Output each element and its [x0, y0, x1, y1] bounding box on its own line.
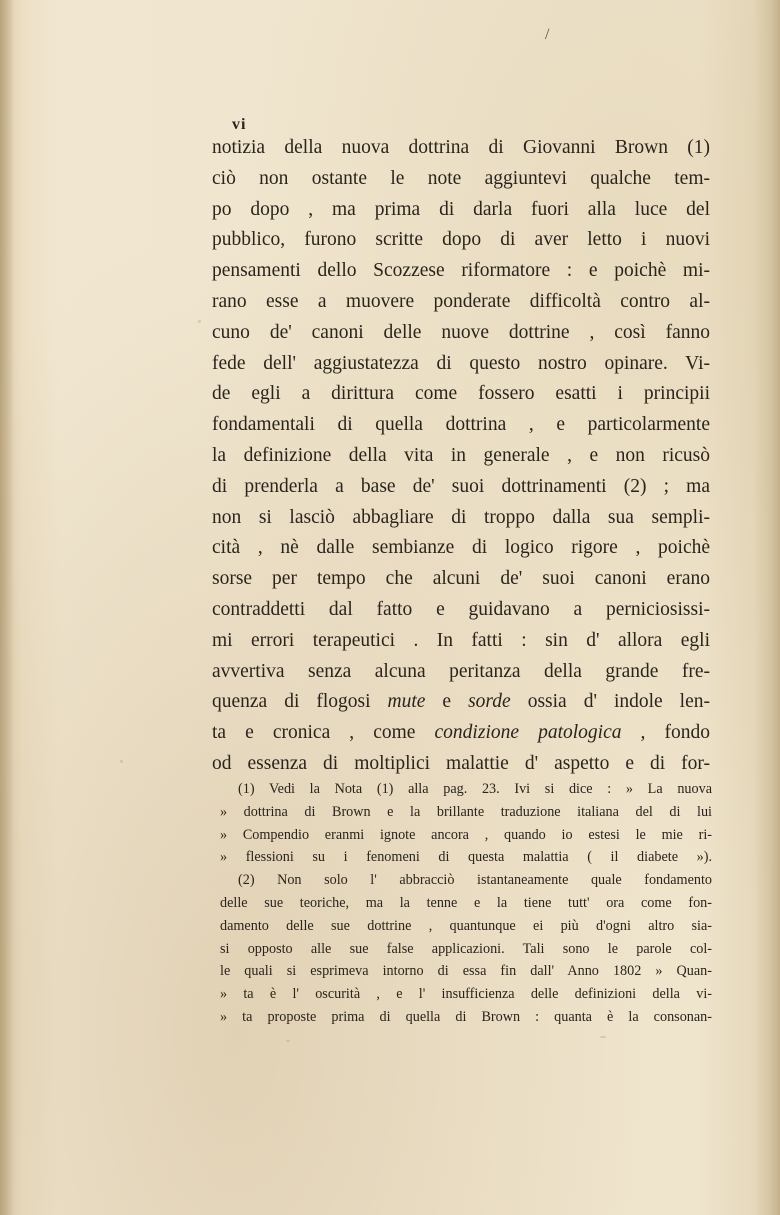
footnote-line: » Compendio eranmi ignote ancora , quando io estesi le mie ri-	[220, 826, 712, 843]
text-segment: quenza di flogosi	[212, 691, 388, 713]
footnote-line: (2) Non solo l' abbracciò istantaneamente quale fondamento	[238, 872, 712, 889]
footnote-line: delle sue teoriche, ma la tenne e la tiene tutt' ora come fon-	[220, 894, 712, 911]
text-line: de egli a dirittura come fossero esatti i principii	[212, 383, 710, 405]
text-line	[212, 687, 710, 718]
footnote-line: » ta proposte prima di quella di Brown : quanta è la consonan-	[220, 1008, 712, 1025]
footnote-line: » dottrina di Brown e la brillante traduzione italiana del di lui	[220, 803, 712, 820]
paper-spot	[600, 1036, 606, 1038]
text-line: non si lasciò abbagliare di troppo dalla sua sempli-	[212, 506, 710, 528]
top-pencil-mark: /	[545, 26, 550, 43]
footnote-line: le quali si esprimeva intorno di essa fin dall' Anno 1802 » Quan-	[220, 963, 712, 980]
italic-word-mute: mute	[387, 691, 426, 713]
italic-word-sorde: sorde	[468, 691, 511, 713]
footnote-line: damento delle sue dottrine , quantunque ei più d'ogni altro sia-	[220, 917, 712, 934]
text-line: rano esse a muovere ponderate difficoltà contro al-	[212, 290, 710, 312]
text-line: fede dell' aggiustatezza di questo nostro opinare. Vi-	[212, 352, 710, 374]
paper-spot	[286, 1040, 290, 1042]
text-line: notizia della nuova dottrina di Giovanni Brown (1)	[212, 137, 710, 158]
text-segment: fondo	[645, 722, 710, 744]
text-line: ciò non ostante le note aggiuntevi qualche tem-	[212, 167, 710, 189]
text-line: cità , nè dalle sembianze di logico rigore , poichè	[212, 537, 710, 559]
text-segment: ta e cronica , come	[212, 722, 435, 744]
page-gutter-shadow	[0, 0, 14, 1215]
footnote-line: » ta è l' oscurità , e l' insufficienza delle definizioni della vi-	[220, 986, 712, 1003]
text-line: contraddetti dal fatto e guidavano a perniciosissi-	[212, 598, 710, 620]
text-line: mi errori terapeutici . In fatti : sin d' allora egli	[212, 629, 710, 651]
footnote-line: si opposto alle sue false applicazioni. Tali sono le parole col-	[220, 940, 712, 957]
main-text	[212, 133, 710, 780]
text-line: cuno de' canoni delle nuove dottrine , così fanno	[212, 321, 710, 343]
page-edge	[754, 0, 780, 1215]
footnote-line: (1) Vedi la Nota (1) alla pag. 23. Ivi si dice : » La nuova	[238, 781, 712, 797]
italic-phrase-condizione-patologica: condizione patologica ,	[434, 722, 646, 744]
paper-spot	[120, 760, 123, 763]
text-line: pensamenti dello Scozzese riformatore : e poichè mi-	[212, 260, 710, 282]
text-line: po dopo , ma prima di darla fuori alla luce del	[212, 198, 710, 220]
text-line: fondamentali di quella dottrina , e particolarmente	[212, 414, 710, 436]
text-line: pubblico, furono scritte dopo di aver letto i nuovi	[212, 229, 710, 251]
footnote-line: » flessioni su i fenomeni di questa malattia ( il diabete »).	[220, 849, 712, 866]
text-line: sorse per tempo che alcuni de' suoi canoni erano	[212, 568, 710, 590]
paper-spot	[198, 320, 201, 323]
text-line: di prenderla a base de' suoi dottrinamenti (2) ; ma	[212, 475, 710, 497]
text-segment: ossia d' indole len-	[510, 691, 710, 713]
page-number: vi	[232, 116, 247, 133]
text-segment: e	[425, 691, 469, 713]
footnotes	[220, 778, 712, 1029]
text-line: la definizione della vita in generale , e non ricusò	[212, 444, 710, 466]
text-line: od essenza di moltiplici malattie d' aspetto e di for-	[212, 752, 710, 774]
text-line: avvertiva senza alcuna peritanza della grande fre-	[212, 660, 710, 682]
text-line	[212, 718, 710, 749]
